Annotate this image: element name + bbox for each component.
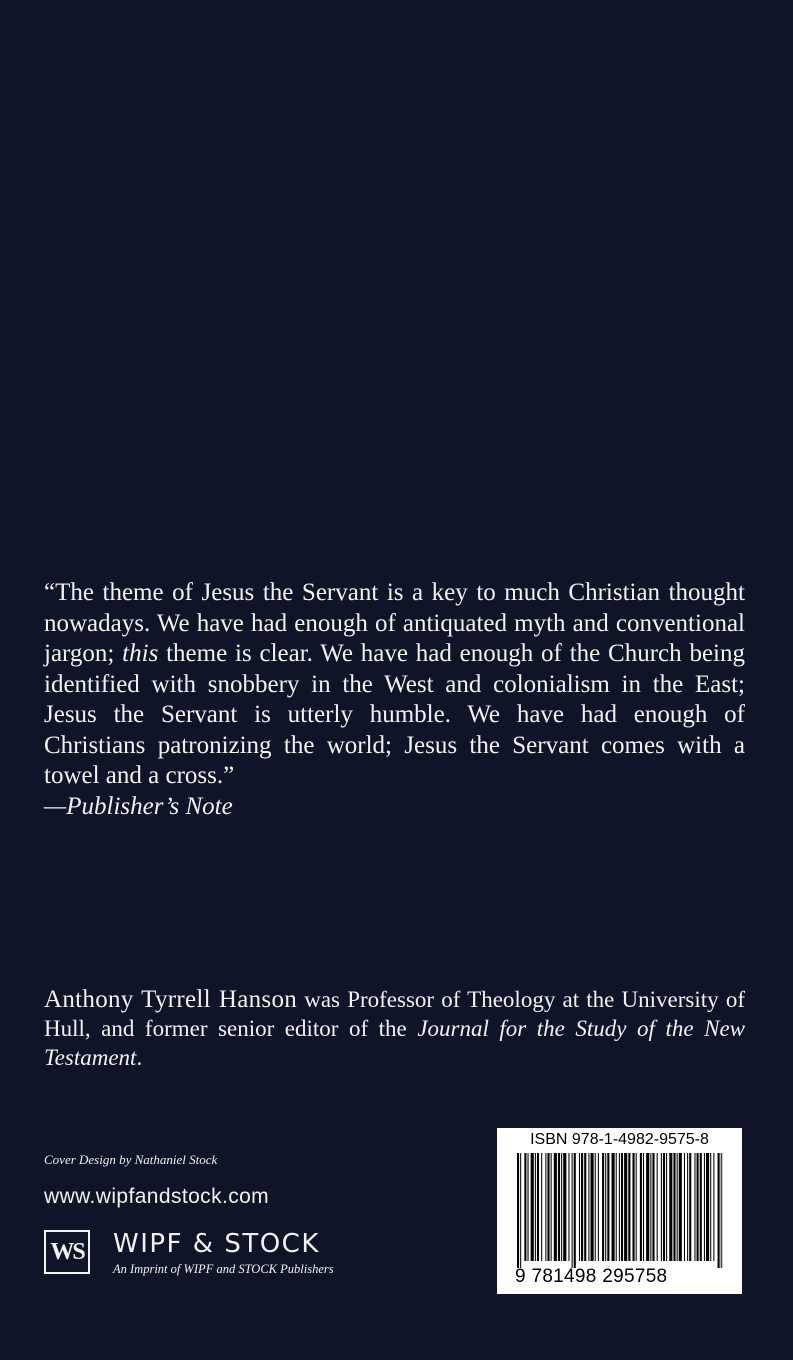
barcode-bar [694, 1153, 695, 1261]
barcode-bar [713, 1153, 714, 1261]
barcode-bar [700, 1153, 702, 1261]
barcode-bar [531, 1153, 534, 1261]
barcode-bar [640, 1153, 642, 1261]
barcode-bar [669, 1153, 672, 1261]
barcode-bar [628, 1153, 630, 1261]
barcode-bar [568, 1153, 569, 1261]
barcode-bar [718, 1153, 720, 1268]
barcode-bar [545, 1153, 546, 1261]
barcode-bar [561, 1153, 562, 1261]
barcode-bar [595, 1153, 596, 1261]
blurb-text-1: “The theme of Jesus the Servant is a key to much Christian thought nowadays. We have had enough of antiquated myth and conventional jargon; [44, 579, 745, 667]
publisher-note-blurb [44, 578, 745, 822]
barcode-bar [605, 1153, 606, 1261]
barcode-bar [524, 1153, 526, 1261]
blurb-quote [44, 578, 745, 792]
barcode-bar [591, 1153, 594, 1261]
barcode-bar [689, 1153, 691, 1261]
barcode-bar [554, 1153, 557, 1261]
barcode-bar [679, 1153, 682, 1261]
barcode-bar [673, 1153, 675, 1261]
barcode-bar [704, 1153, 705, 1261]
barcode-bar [563, 1153, 566, 1261]
barcode-bar [602, 1153, 604, 1261]
barcode-bar [551, 1153, 552, 1261]
barcode-bar [633, 1153, 635, 1261]
barcode-bar [677, 1153, 678, 1261]
bio-text-2: . [136, 1045, 143, 1070]
barcode-bar [636, 1153, 637, 1261]
publisher-website: www.wipfandstock.com [44, 1185, 270, 1208]
barcode-bar [652, 1153, 654, 1261]
barcode-bars-icon [517, 1153, 723, 1268]
bio-text-1: was Professor of Theology at the University of Hull, and former senior editor of the [44, 987, 745, 1041]
publisher-imprint: An Imprint of WIPF and STOCK Publishers [113, 1262, 334, 1276]
barcode-bar [624, 1153, 627, 1261]
barcode-bar [619, 1153, 620, 1261]
barcode-bar [661, 1153, 662, 1261]
isbn-barcode [497, 1128, 742, 1294]
barcode-bar [710, 1153, 711, 1261]
barcode-bar [612, 1153, 615, 1261]
barcode-bar [541, 1153, 542, 1261]
barcode-bar [574, 1153, 576, 1268]
barcode-bar [684, 1153, 685, 1261]
barcode-bar [650, 1153, 651, 1261]
barcode-bar [535, 1153, 536, 1261]
barcode-bar [663, 1153, 665, 1261]
barcode-bar [666, 1153, 667, 1261]
ws-logo-icon: WS [44, 1230, 90, 1274]
publisher-block [44, 1230, 384, 1278]
cover-design-credit: Cover Design by Nathaniel Stock [44, 1152, 218, 1167]
barcode-bar [621, 1153, 623, 1261]
publisher-name: WIPF & STOCK [113, 1229, 320, 1259]
barcode-bar [520, 1153, 521, 1268]
barcode-bar [558, 1153, 560, 1261]
barcode-bar [579, 1153, 580, 1261]
barcode-bar [517, 1153, 519, 1268]
blurb-text-2: theme is clear. We have had enough of the Church being identified with snobbery in the West and colonialism in the East; Jesus the Servant is utterly humble. We have had enough of Christians patronizing the world; Jesus the Servant comes with a towel and a cross.” [44, 640, 745, 789]
barcode-bar [706, 1153, 709, 1261]
journal-title: Journal for the Study of the New Testament [44, 1016, 746, 1070]
barcode-bar [528, 1153, 529, 1261]
barcode-digits: 9 781498 295758 [515, 1266, 668, 1287]
barcode-bar [588, 1153, 589, 1261]
barcode-bar [657, 1153, 658, 1261]
barcode-bar [547, 1153, 549, 1261]
isbn-label: ISBN 978-1-4982-9575-8 [530, 1131, 709, 1148]
barcode-bar [616, 1153, 617, 1261]
barcode-bar [584, 1153, 586, 1261]
barcode-bar [697, 1153, 699, 1261]
barcode-bar [643, 1153, 644, 1261]
barcode-bar [721, 1153, 722, 1268]
barcode-bar [581, 1153, 583, 1261]
barcode-bar [572, 1153, 573, 1268]
barcode-bar [646, 1153, 649, 1261]
barcode-bar [687, 1153, 688, 1261]
blurb-attribution: —Publisher’s Note [44, 792, 233, 820]
barcode-bar [607, 1153, 609, 1261]
author-bio [44, 985, 745, 1072]
blurb-emphasis: this [122, 640, 159, 667]
barcode-bar [537, 1153, 539, 1261]
barcode-bar [598, 1153, 599, 1261]
author-name: Anthony Tyrrell Hanson [44, 986, 298, 1013]
